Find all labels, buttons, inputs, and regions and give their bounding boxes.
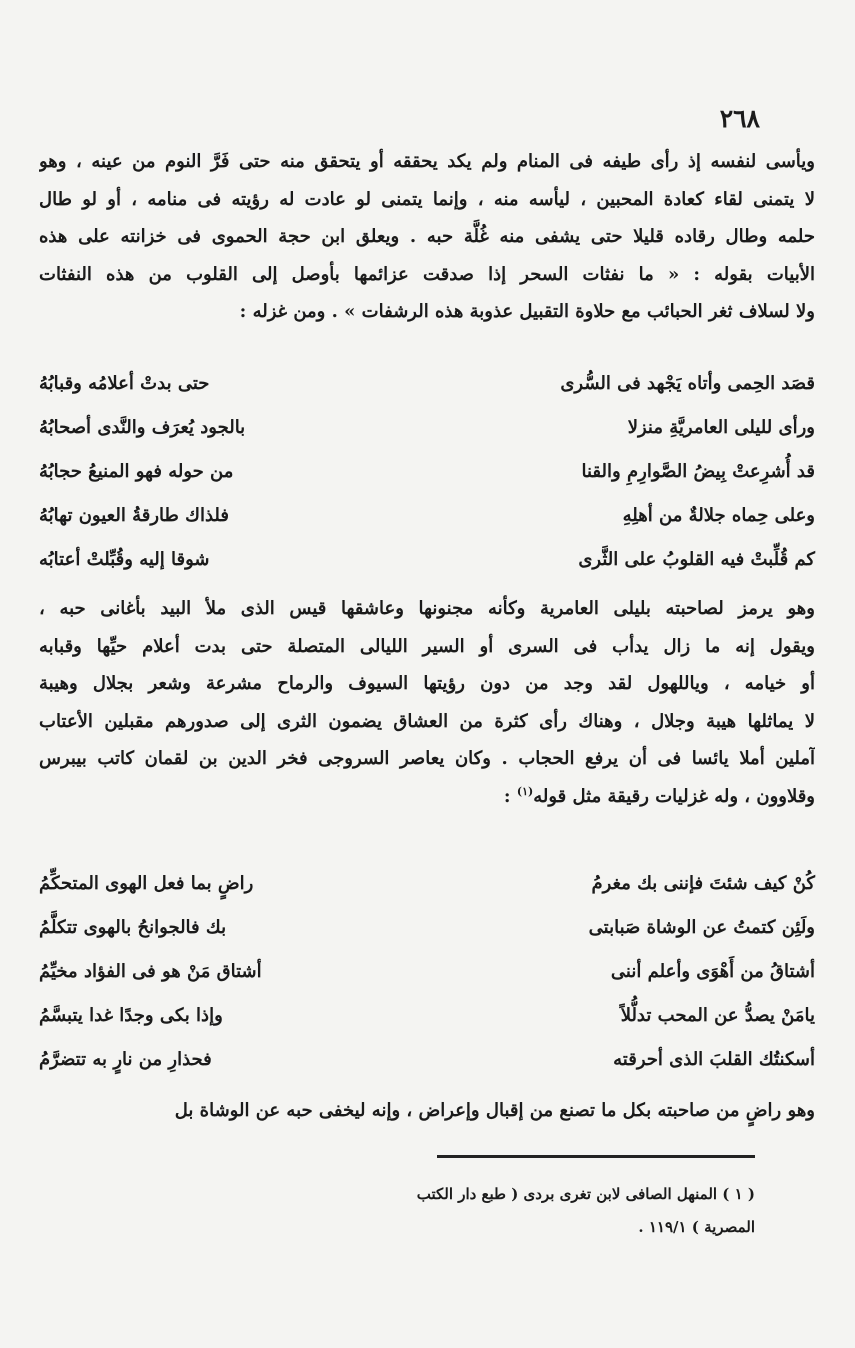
paragraph-line: حلمه وطال رقاده قليلا حتى يشفى منه غُلَّة حبه . ويعلق ابن حجة الحموى فى خزانته على هذه	[39, 226, 815, 247]
verse-first-hemistich: كُنْ كيف شئتَ فإننى بك مغرمُ	[591, 873, 815, 894]
verse-second-hemistich: شوقا إليه وقُبِّلتْ أعتابُه	[39, 549, 210, 570]
paragraph-line: ويأسى لنفسه إذ رأى طيفه فى المنام ولم يكد يحققه أو يتحقق منه حتى فَرَّ النوم من عينه ، وهو	[39, 151, 815, 172]
paragraph-line: الأبيات بقوله : « ما نفثات السحر إذا صدقت عزائمها بأوصل إلى القلوب من هذه النفثات	[39, 263, 815, 285]
verse	[39, 362, 815, 406]
verse-first-hemistich: أشتاقُ من أَهْوَى وأعلم أننى	[610, 961, 815, 982]
footnote-divider	[437, 1155, 755, 1158]
verse-second-hemistich: من حوله فهو المنيعُ حجابُهُ	[39, 461, 234, 482]
paragraph-line: وهو راضٍ من صاحبته بكل ما تصنع من إقبال وإعراض ، وإنه ليخفى حبه عن الوشاة بل	[174, 1100, 815, 1121]
verse-first-hemistich: وعلى حِماه جلالةٌ من أهلِهِ	[622, 505, 815, 526]
verse-first-hemistich: ولَئِن كتمتُ عن الوشاة صَبابتى	[588, 917, 815, 938]
paragraph-line: ولا لسلاف ثغر الحبائب مع حلاوة التقبيل عذوبة هذه الرشفات » . ومن غزله :	[239, 301, 815, 322]
verse-second-hemistich: فحذارِ من نارٍ به تتضرَّمُ	[39, 1049, 212, 1070]
footnote-line: المصرية ) ١١٩/١ .	[638, 1218, 755, 1236]
footnote-line: ( ١ ) المنهل الصافى لابن تغرى بردى ( طبع دار الكتب	[416, 1185, 755, 1203]
verse	[39, 994, 815, 1038]
paragraph-text: وقلاوون ، وله غزليات رقيقة مثل قوله	[533, 785, 815, 807]
verse	[39, 450, 815, 494]
poem-block-1	[39, 362, 815, 582]
paragraph-line: وهو يرمز لصاحبته بليلى العامرية وكأنه مجنونها وعاشقها قيس الذى ملأ البيد بأغانى حبه ،	[39, 598, 815, 619]
verse-first-hemistich: كم قُلِّبتْ فيه القلوبُ على الثَّرى	[578, 549, 815, 570]
verse-first-hemistich: يامَنْ يصدُّ عن المحب تدلُّلاً	[620, 1005, 815, 1026]
paragraph-line: ويقول إنه ما زال يدأب فى السرى أو السير الليالى المتصلة حتى بدت أعلام حيِّها وقبابه	[39, 635, 815, 657]
verse-first-hemistich: أسكنتُك القلبَ الذى أحرقته	[613, 1049, 815, 1070]
footnote-marker: (١)	[516, 784, 534, 798]
verse	[39, 406, 815, 450]
paragraph-colon: :	[503, 785, 517, 807]
verse	[39, 950, 815, 994]
paragraph-line: أو خيامه ، وياللهول لقد وجد من دون رؤيتها السيوف والرماح مشرعة وشعر بجلال وهيبة	[39, 673, 815, 694]
verse-second-hemistich: بك فالجوانحُ بالهوى تتكلَّمُ	[39, 917, 227, 938]
verse-second-hemistich: بالجود يُعرَف والنَّدى أصحابُهُ	[39, 417, 246, 438]
page-number: ٢٦٨	[719, 104, 760, 133]
verse-first-hemistich: قصَد الحِمى وأتاه يَجْهد فى السُّرى	[560, 373, 815, 394]
verse-second-hemistich: وإذا بكى وجدًا غدا يتبسَّمُ	[39, 1005, 223, 1026]
paragraph-commentary	[39, 590, 815, 815]
verse	[39, 494, 815, 538]
paragraph-closing	[39, 1092, 815, 1130]
poem-block-2	[39, 862, 815, 1082]
paragraph-line	[39, 778, 815, 816]
verse	[39, 1038, 815, 1082]
verse-second-hemistich: أشتاق مَنْ هو فى الفؤاد مخيِّمُ	[39, 961, 262, 982]
verse-first-hemistich: ورأى لليلى العامريَّةِ منزلا	[627, 417, 815, 438]
verse-first-hemistich: قد أُشرِعتْ بِيضُ الصَّوارِمِ والقنا	[581, 461, 815, 482]
verse-second-hemistich: راضٍ بما فعل الهوى المتحكِّمُ	[39, 873, 254, 894]
paragraph-line: لا يتمنى لقاء كعادة المحبين ، ليأسه منه ، وإنما يتمنى لو عادت له رؤيته فى منامه ، أو لو طال	[39, 188, 815, 210]
verse	[39, 538, 815, 582]
verse-second-hemistich: فلذاك طارقةُ العيون تهابُهُ	[39, 505, 229, 526]
paragraph-intro	[39, 143, 815, 331]
footnote	[95, 1178, 755, 1244]
verse	[39, 906, 815, 950]
verse-second-hemistich: حتى بدتْ أعلامُه وقبابُهُ	[39, 373, 210, 394]
paragraph-line: آملين أملا يائسا فى أن يرفع الحجاب . وكان يعاصر السروجى فخر الدين بن لقمان كاتب بيبرس	[39, 748, 815, 769]
paragraph-line: لا يماثلها هيبة وجلال ، وهناك رأى كثرة من العشاق يضمون الثرى إلى صدورهم مقبلين الأعتاب	[39, 710, 815, 732]
verse	[39, 862, 815, 906]
